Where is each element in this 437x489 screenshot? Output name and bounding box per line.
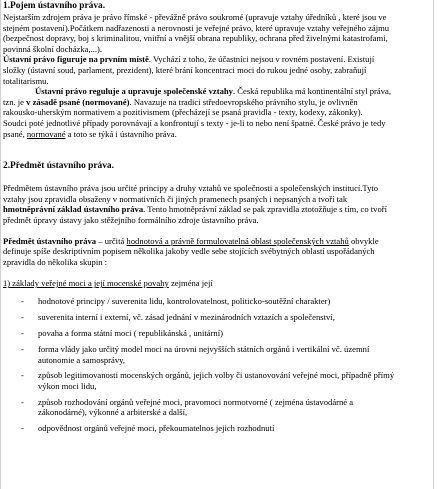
- section-1: [3, 0, 435, 139]
- section-2-paragraph-1: [3, 183, 435, 225]
- text-line: vztahy jsou zpravidla obsaženy v normativních či jiných pramenech psaných i nepsaných a tvoří tak: [3, 193, 348, 204]
- text-line: zpravidla do několika skupin :: [3, 257, 108, 268]
- section-1-heading: 1.Pojem ústavního práva.: [3, 1, 106, 11]
- spacer: [3, 268, 435, 279]
- spacer: [3, 139, 437, 150]
- dash-bullet: -: [21, 344, 24, 355]
- underlined-phrase: hodnotová a právně formulovatelná oblast společenských vztahů: [126, 235, 349, 246]
- list-item-text: [38, 344, 435, 365]
- text-run: . Česká republika má kontinentální styl práva,: [232, 86, 391, 97]
- text-line: forma vlády jako určitý model moci na úrovni nejvyšších státních orgánů i vertikální vč. územní: [38, 344, 370, 355]
- text-line: Nejstarším zdrojem práva je právo římské - převážně právo soukromé (upravuje vztahy úředníků , které jsou ve: [3, 12, 387, 22]
- list-item-text: [38, 328, 435, 338]
- dash-bullet: -: [21, 422, 24, 433]
- text-line: povaha a forma státní moci ( republikánská , unitární): [38, 328, 223, 339]
- text-line: autonomie a samosprávy,: [38, 354, 126, 365]
- text-line: způsob rozhodování orgánů veřejné moci, pravomoci normotvorné ( zejména ústavodárné a: [38, 396, 354, 407]
- list-item: [3, 423, 435, 434]
- section-1-paragraph-2: [3, 54, 435, 86]
- section-2: [3, 160, 435, 439]
- text-line: povinná školní docházka,...).: [3, 43, 103, 54]
- text-line: způsob legitimovanosti mocenských orgánů, jejich volby či ustanovování veřejné moci, případně přímý: [38, 370, 395, 381]
- text-line: [3, 86, 435, 97]
- dash-bullet: -: [21, 295, 24, 306]
- list-item: [3, 370, 435, 391]
- list-item: [3, 312, 435, 323]
- dash-bullet: -: [21, 396, 24, 407]
- bold-phrase: v zásadě psané (normované): [26, 96, 130, 107]
- text-line: [3, 129, 435, 140]
- underlined-word: normované: [26, 128, 66, 139]
- list-item-text: [38, 312, 435, 322]
- text-line: předmět úpravy ústavy jako stěžejního formálního zdroje ústavního práva.: [3, 214, 259, 225]
- text-line: výkon moci lidu,: [38, 380, 97, 391]
- bullet-list: [3, 296, 435, 434]
- list-item: [3, 296, 435, 307]
- spacer: [3, 225, 435, 236]
- list-item-text: [38, 397, 435, 418]
- text-run: a toto se týká i ústavního práva.: [65, 128, 177, 139]
- text-line: [3, 204, 435, 215]
- list-intro: [3, 278, 435, 289]
- page-border-left: [0, 0, 1, 489]
- list-item-text: [38, 296, 435, 306]
- text-line: definuje spíše deskriptivním popisem několika jakoby vedle sebe stojících svébytných oblastí uspořádaných: [3, 246, 375, 257]
- list-item-text: [38, 370, 435, 391]
- list-item-text: [38, 423, 435, 433]
- dash-bullet: -: [21, 328, 24, 339]
- spacer: [3, 172, 435, 183]
- text-line: zákonodárné), výkonné a arbiterské a další,: [38, 407, 188, 418]
- spacer: [3, 150, 437, 161]
- section-1-paragraph-3: [3, 86, 435, 139]
- text-run: zejména její: [168, 278, 213, 289]
- text-line: suverenita interní i externí, vč. zásad jednání v mezinárodních vztazích a společenství,: [38, 311, 335, 322]
- dash-bullet: -: [21, 311, 24, 322]
- text-line: odpovědnost orgánů veřejné moci, překoumatelnos jejich rozhodnutí: [38, 422, 275, 433]
- bold-phrase: hmotněprávní základ ústavního práva: [3, 204, 144, 215]
- text-run: tzn. je: [3, 96, 27, 107]
- text-line: [3, 236, 435, 247]
- text-run: obvykle: [348, 235, 379, 246]
- spacer: [3, 289, 435, 296]
- section-2-heading: 2.Předmět ústavního práva.: [3, 161, 114, 172]
- text-run: . Navazuje na tradici středoevropského právního stylu, je ovlivněn: [129, 96, 358, 107]
- list-item: [3, 344, 435, 365]
- section-1-paragraph-1: [3, 12, 435, 54]
- text-line: hodnotové principy / suverenita lidu, kontrolovatelnost, politicko-soutěžní charakter): [38, 295, 331, 306]
- text-run: . Tento hmotněprávní základ se pak zpravidla ztotožňuje s tím, co tvoří: [143, 204, 388, 215]
- dash-bullet: -: [21, 370, 24, 381]
- text-run: . Vychází z toho, že účastníci nejsou v rovném postavení. Existují: [148, 54, 375, 65]
- list-item: [3, 397, 435, 418]
- bold-phrase: Ústavní právo figuruje na prvním místě: [3, 54, 149, 65]
- text-line: Předmětem ústavního práva jsou určité principy a druhy vztahů ve společnosti a společenských institucí.Tyto: [3, 182, 379, 193]
- bold-phrase: Předmět ústavního práva: [3, 235, 97, 246]
- text-line: složky (ústavní soud, parlament, prezident), které brání koncentraci moci do rukou jedné osoby, zabraňují: [3, 64, 367, 75]
- underlined-phrase: 1) základy veřejné moci a její mocenské povahy: [3, 278, 169, 289]
- text-line: stejném postavení).Počátkem nadřazenosti a nerovnosti je veřejné právo, které upravuje vztahy veřejného zájmu: [3, 22, 390, 33]
- text-line: Soudci poté jednotlivé případy porovnávají a konfrontují s texty - je-li to nebo není špatné. České právo je tedy: [3, 117, 386, 128]
- bold-phrase: Ústavní právo reguluje a upravuje společenské vztahy: [35, 86, 233, 97]
- text-line: rakousko-uherským normativem a pozitivismem (přecházejí se psaná pravidla - texty, kodexy, zákonky).: [3, 107, 363, 118]
- text-line: [3, 54, 435, 65]
- text-line: (bezpečnost dopravy, boj s kriminalitou, vnitřní a vnější obrana republiky, ochrana před živelnými katastrofami,: [3, 33, 388, 44]
- text-run: psané,: [3, 128, 27, 139]
- section-2-paragraph-2: [3, 236, 435, 268]
- page-border-right: [433, 0, 434, 489]
- text-line: [3, 97, 435, 108]
- text-run: – určitá: [96, 235, 127, 246]
- text-line: totalitarismu.: [3, 75, 49, 86]
- list-item: [3, 328, 435, 339]
